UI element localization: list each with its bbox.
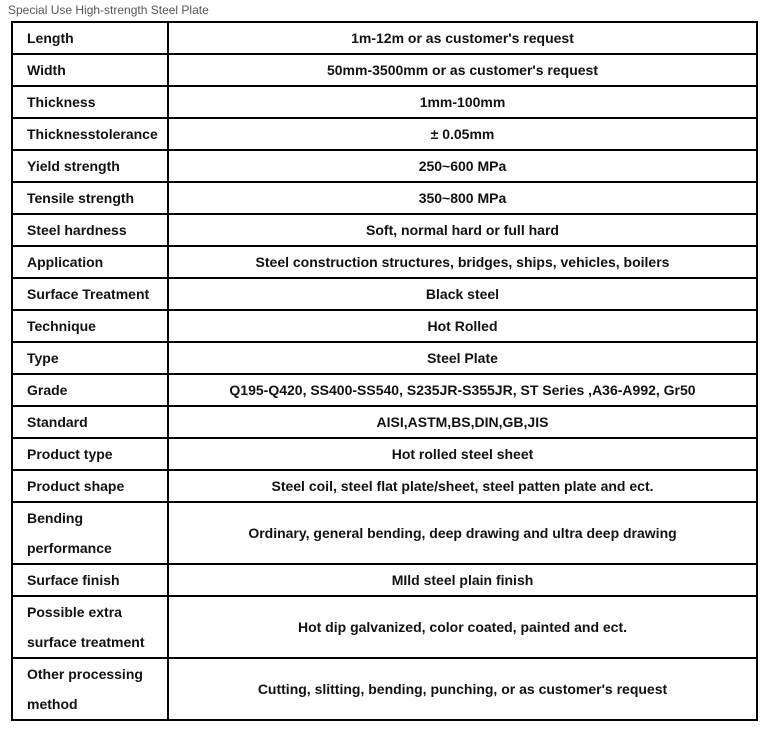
table-row: [12, 246, 757, 278]
table-row: [12, 54, 757, 86]
spec-table: [11, 21, 758, 721]
row-label: Thickness: [12, 86, 168, 118]
row-value: Black steel: [168, 278, 757, 310]
row-value: Steel construction structures, bridges, ships, vehicles, boilers: [168, 246, 757, 278]
row-label: Type: [12, 342, 168, 374]
row-label: Width: [12, 54, 168, 86]
table-row: [12, 374, 757, 406]
table-row: [12, 470, 757, 502]
row-value: 50mm-3500mm or as customer's request: [168, 54, 757, 86]
row-label: Surface finish: [12, 564, 168, 596]
row-value: 1m-12m or as customer's request: [168, 22, 757, 54]
table-row: [12, 342, 757, 374]
table-row: [12, 214, 757, 246]
row-label: Product type: [12, 438, 168, 470]
row-value: 350~800 MPa: [168, 182, 757, 214]
row-label: Tensile strength: [12, 182, 168, 214]
table-row: [12, 502, 757, 564]
row-label: Length: [12, 22, 168, 54]
row-label: Thicknesstolerance: [12, 118, 168, 150]
row-label: Bending performance: [12, 502, 168, 564]
table-row: [12, 310, 757, 342]
row-label: Yield strength: [12, 150, 168, 182]
row-label: Grade: [12, 374, 168, 406]
table-row: [12, 596, 757, 658]
table-row: [12, 438, 757, 470]
row-label: Surface Treatment: [12, 278, 168, 310]
row-label: Technique: [12, 310, 168, 342]
row-value: Ordinary, general bending, deep drawing and ultra deep drawing: [168, 502, 757, 564]
page-caption: Special Use High-strength Steel Plate: [8, 3, 209, 17]
row-label: Other processing method: [12, 658, 168, 720]
row-value: 1mm-100mm: [168, 86, 757, 118]
row-label: Possible extra surface treatment: [12, 596, 168, 658]
row-value: 250~600 MPa: [168, 150, 757, 182]
table-row: [12, 564, 757, 596]
row-value: Hot dip galvanized, color coated, painted and ect.: [168, 596, 757, 658]
table-row: [12, 22, 757, 54]
table-row: [12, 182, 757, 214]
table-row: [12, 278, 757, 310]
table-row: [12, 118, 757, 150]
row-value: Steel Plate: [168, 342, 757, 374]
row-value: ± 0.05mm: [168, 118, 757, 150]
table-row: [12, 86, 757, 118]
row-value: Cutting, slitting, bending, punching, or as customer's request: [168, 658, 757, 720]
row-label: Product shape: [12, 470, 168, 502]
row-value: MIld steel plain finish: [168, 564, 757, 596]
row-value: Hot Rolled: [168, 310, 757, 342]
row-value: Steel coil, steel flat plate/sheet, steel patten plate and ect.: [168, 470, 757, 502]
row-value: Q195-Q420, SS400-SS540, S235JR-S355JR, ST Series ,A36-A992, Gr50: [168, 374, 757, 406]
row-value: Hot rolled steel sheet: [168, 438, 757, 470]
row-label: Steel hardness: [12, 214, 168, 246]
table-row: [12, 406, 757, 438]
row-value: AISI,ASTM,BS,DIN,GB,JIS: [168, 406, 757, 438]
row-label: Application: [12, 246, 168, 278]
table-row: [12, 658, 757, 720]
table-row: [12, 150, 757, 182]
row-value: Soft, normal hard or full hard: [168, 214, 757, 246]
row-label: Standard: [12, 406, 168, 438]
